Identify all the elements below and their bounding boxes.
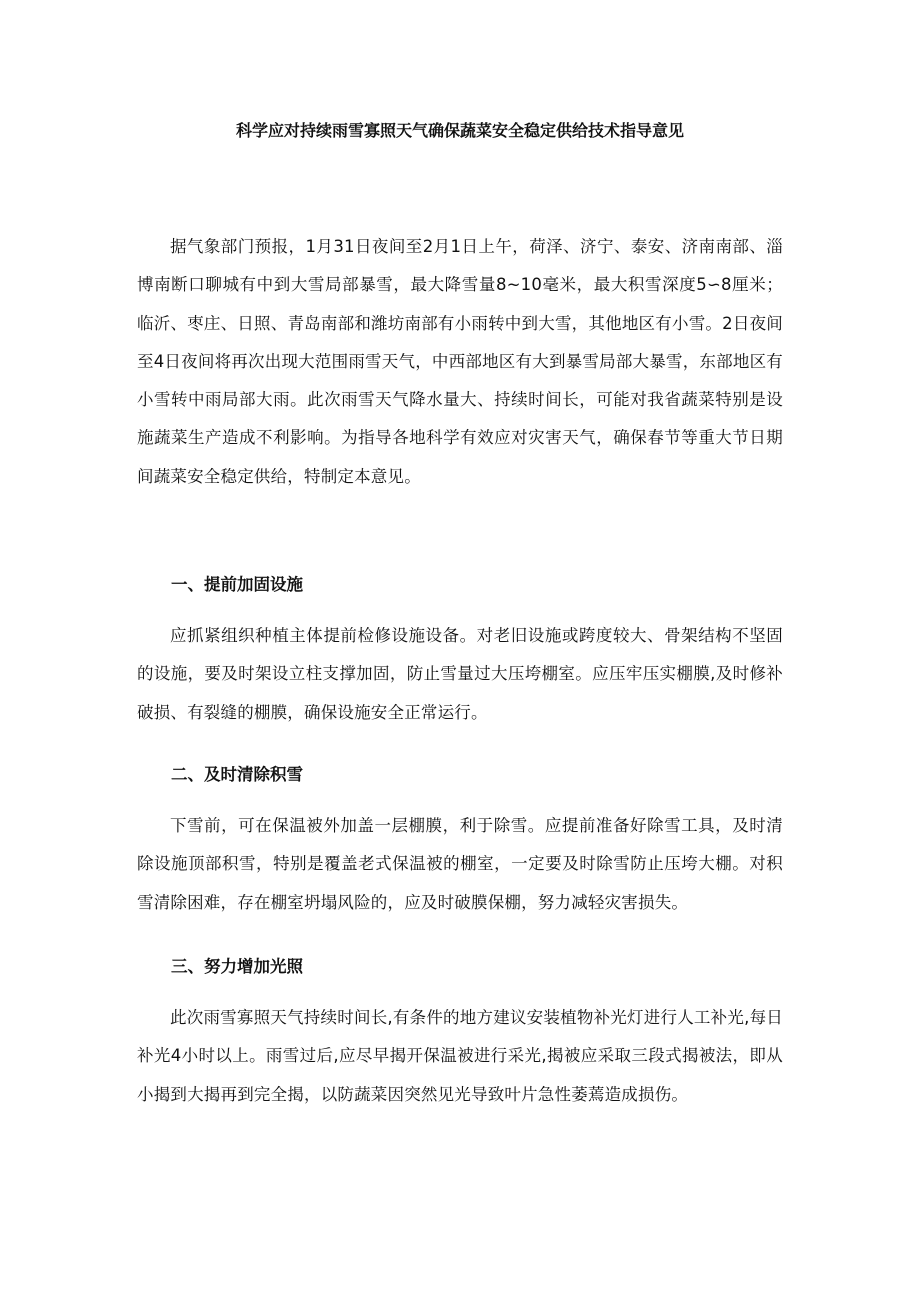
section-heading-increase-light: 三、努力增加光照 [171, 957, 303, 976]
section-body-clear-snow: 下雪前，可在保温被外加盖一层棚膜，利于除雪。应提前准备好除雪工具，及时清除设施顶部积雪，特别是覆盖老式保温被的棚室，一定要及时除雪防止压垮大棚。对积雪清除困难，存在棚室坍塌风险的，应及时破膜保棚，努力减轻灾害损失。 [137, 816, 783, 912]
section-body-reinforce-facilities: 应抓紧组织种植主体提前检修设施设备。对老旧设施或跨度较大、骨架结构不坚固的设施，要及时架设立柱支撑加固，防止雪量过大压垮棚室。应压牢压实棚膜,及时修补破损、有裂缝的棚膜，确保设施安全正常运行。 [137, 626, 783, 722]
section-body-increase-light: 此次雨雪寡照天气持续时间长,有条件的地方建议安装植物补光灯进行人工补光,每日补光4小时以上。雨雪过后,应尽早揭开保温被进行采光,揭被应采取三段式揭被法，即从小揭到大揭再到完全揭，以防蔬菜因突然见光导致叶片急性萎蔫造成损伤。 [137, 1008, 783, 1104]
intro-paragraph: 据气象部门预报，1月31日夜间至2月1日上午，荷泽、济宁、泰安、济南南部、淄博南断口聊城有中到大雪局部暴雪，最大降雪量8~10毫米，最大积雪深度5∽8厘米；临沂、枣庄、日照、青岛南部和潍坊南部有小雨转中到大雪，其他地区有小雪。2日夜间至4日夜间将再次出现大范围雨雪天气，中西部地区有大到暴雪局部大暴雪，东部地区有小雪转中雨局部大雨。此次雨雪天气降水量大、持续时间长，可能对我省蔬菜特别是设施蔬菜生产造成不利影响。为指导各地科学有效应对灾害天气，确保春节等重大节日期间蔬菜安全稳定供给，特制定本意见。 [137, 237, 783, 486]
document-title: 科学应对持续雨雪寡照天气确保蔬菜安全稳定供给技术指导意见 [235, 121, 684, 140]
section-heading-clear-snow: 二、及时清除积雪 [171, 765, 303, 784]
section-heading-reinforce-facilities: 一、提前加固设施 [171, 575, 303, 594]
